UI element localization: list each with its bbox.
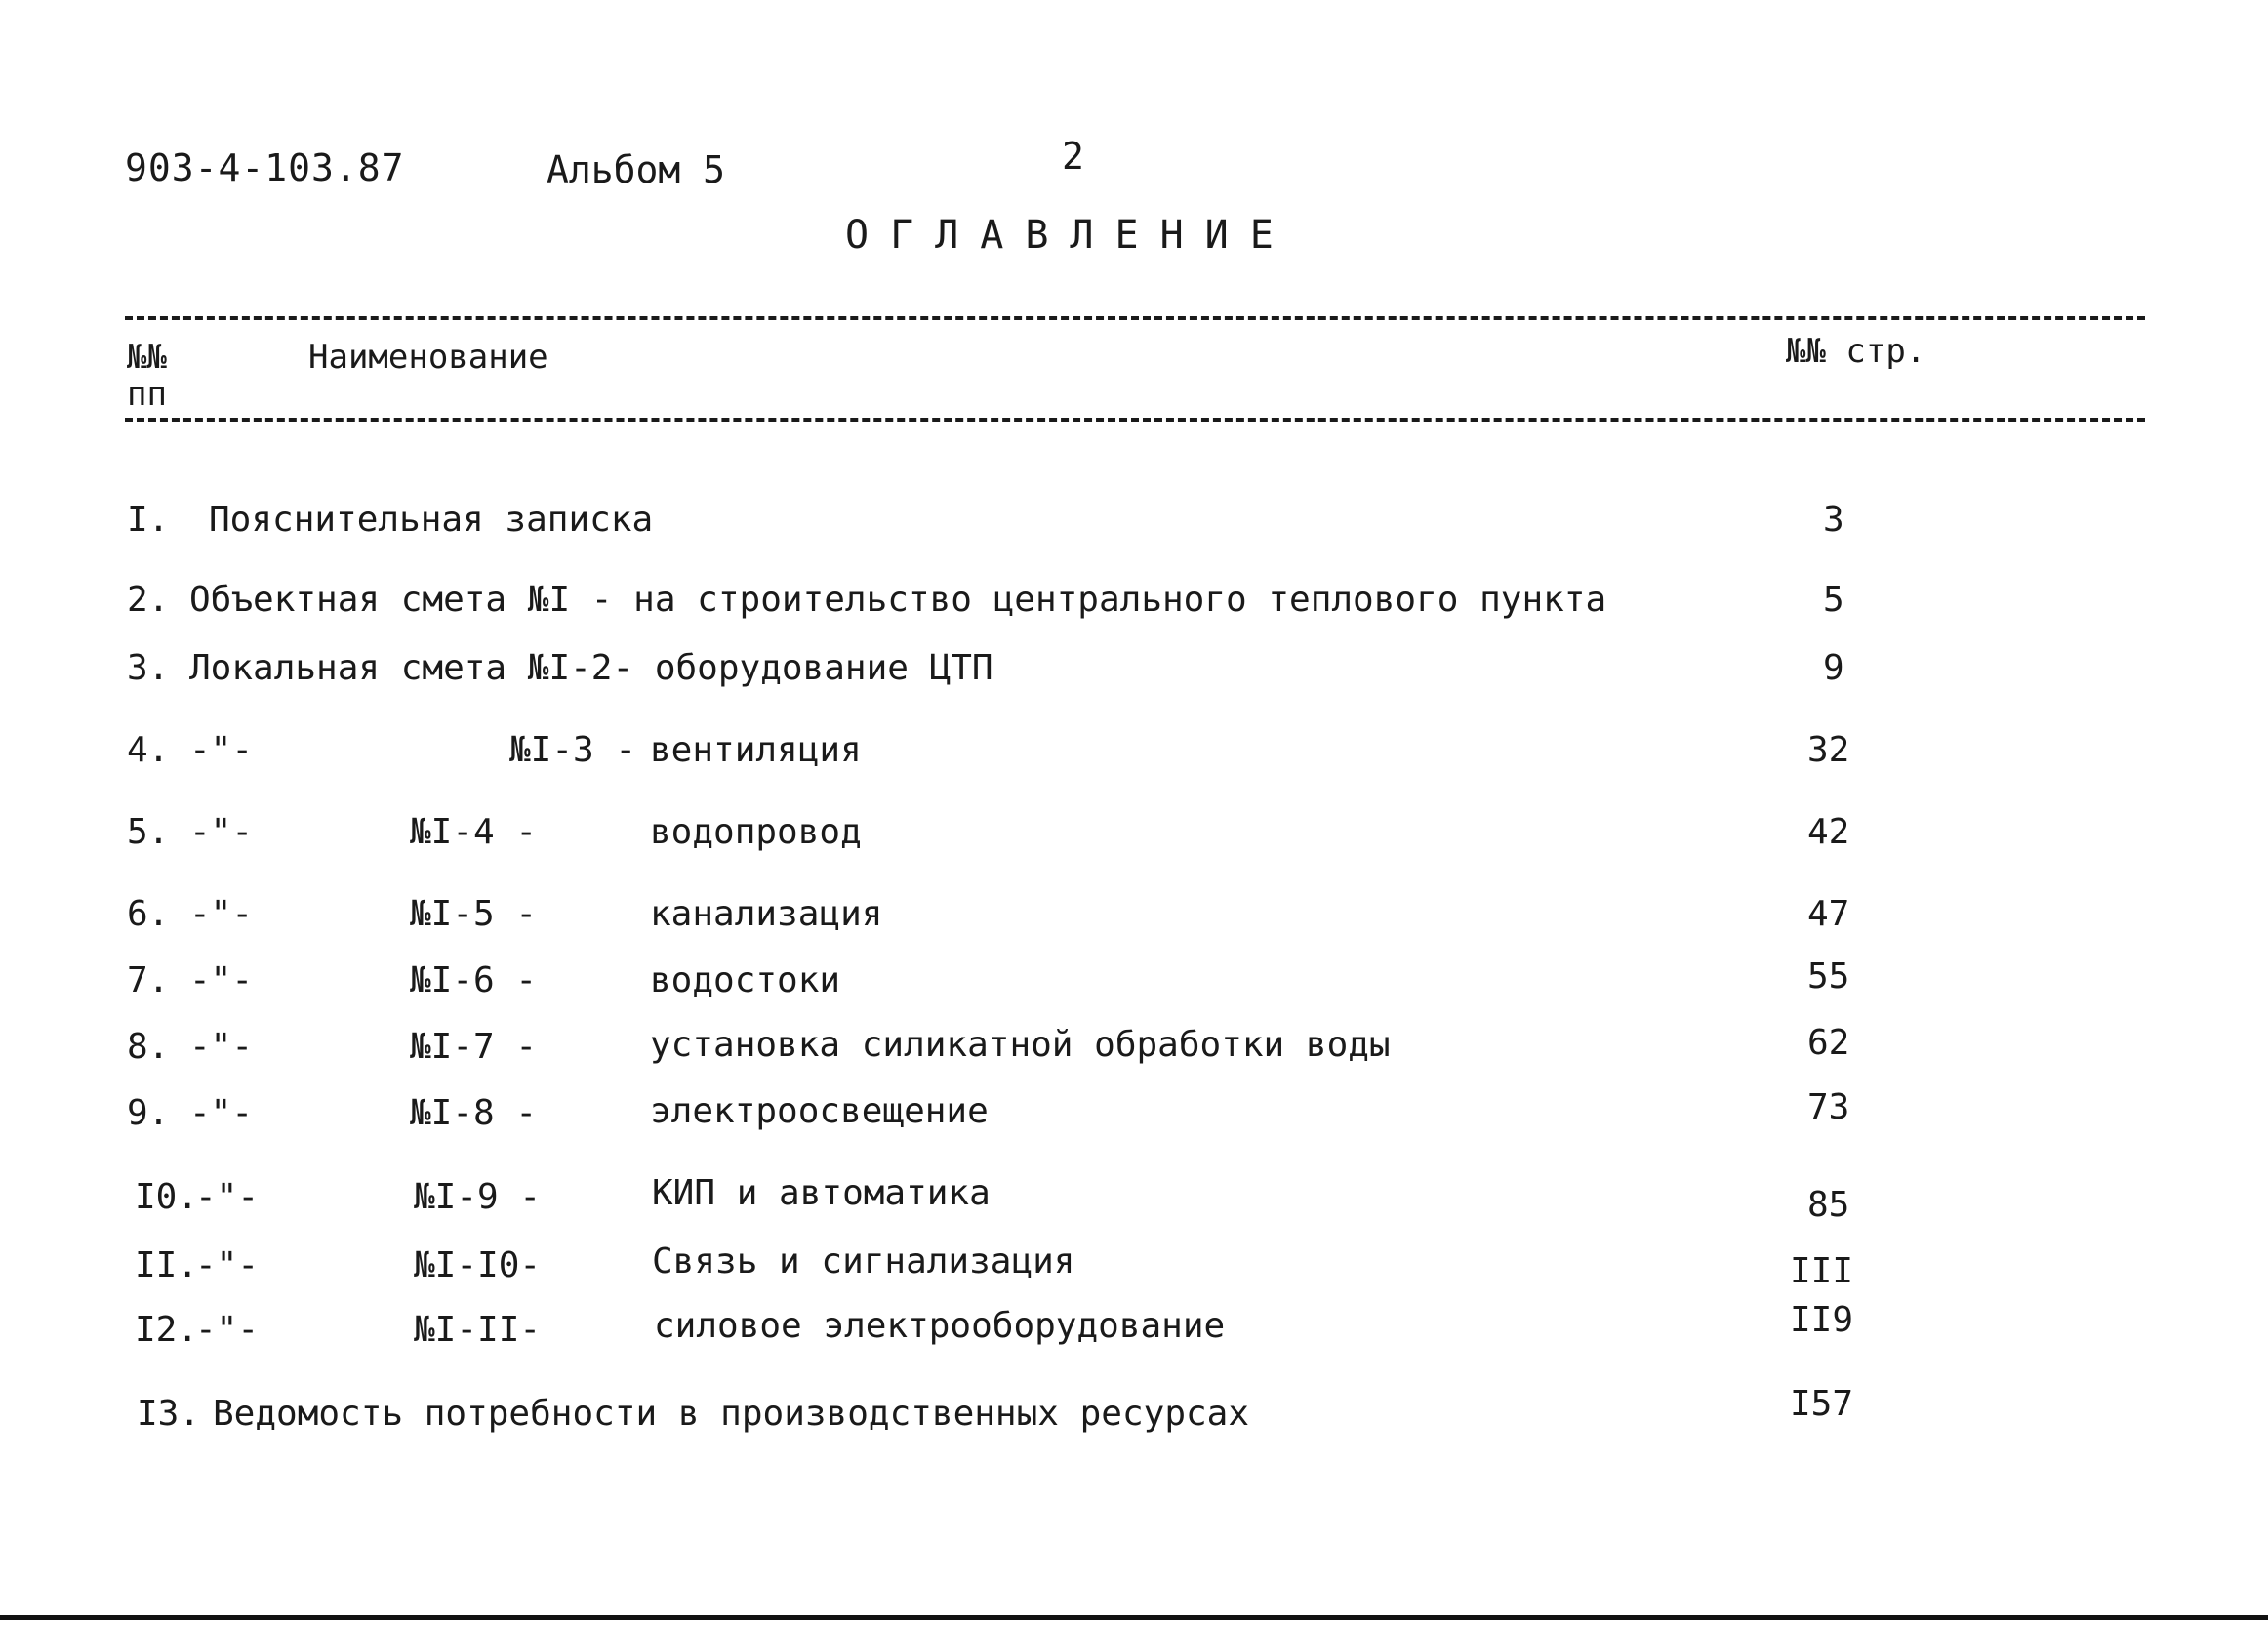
toc-row-text: -"- bbox=[189, 1093, 254, 1133]
toc-row-page: 85 bbox=[1807, 1185, 1850, 1225]
toc-row-code: №I-8 - bbox=[410, 1093, 538, 1133]
toc-row-number: 7. bbox=[127, 960, 170, 1000]
page-bottom-border bbox=[0, 1615, 2268, 1620]
toc-row-number: 4. bbox=[127, 730, 170, 770]
toc-row-number: 6. bbox=[127, 894, 170, 934]
page-number: 2 bbox=[1062, 135, 1084, 178]
column-header-name: Наименование bbox=[308, 338, 548, 377]
toc-row-page: 42 bbox=[1807, 812, 1850, 852]
toc-row-desc: электроосвещение bbox=[650, 1091, 989, 1131]
column-header-number: №№ bbox=[127, 338, 167, 377]
toc-row-text: -"- bbox=[189, 894, 254, 934]
toc-row-page: 55 bbox=[1807, 956, 1850, 997]
toc-row-text: Ведомость потребности в производственных ресурсах bbox=[213, 1394, 1250, 1434]
toc-row-page: 32 bbox=[1807, 730, 1850, 770]
toc-row-number: 3. bbox=[127, 648, 170, 688]
toc-row-page: 5 bbox=[1823, 580, 1844, 620]
toc-row-code: №I-5 - bbox=[410, 894, 538, 934]
toc-row-text: -"- bbox=[195, 1245, 260, 1285]
toc-row-number: II. bbox=[135, 1245, 199, 1285]
toc-row-text: Локальная смета №I-2- оборудование ЦТП bbox=[189, 648, 993, 688]
toc-row-page: 47 bbox=[1807, 894, 1850, 934]
page-title: ОГЛАВЛЕНИЕ bbox=[845, 213, 1295, 258]
toc-row-page: 3 bbox=[1823, 500, 1844, 540]
toc-row-desc: канализация bbox=[650, 894, 883, 934]
toc-row-code: №I-6 - bbox=[410, 960, 538, 1000]
toc-row-text: -"- bbox=[189, 812, 254, 852]
toc-row-page: 62 bbox=[1807, 1023, 1850, 1063]
toc-row-desc: установка силикатной обработки воды bbox=[650, 1025, 1391, 1065]
toc-row-desc: вентиляция bbox=[650, 730, 862, 770]
toc-row-text: -"- bbox=[195, 1177, 260, 1217]
toc-row-number: 8. bbox=[127, 1027, 170, 1067]
album-label: Альбом 5 bbox=[547, 148, 726, 191]
toc-row-text: Пояснительная записка bbox=[209, 500, 654, 540]
toc-row-text: -"- bbox=[189, 1027, 254, 1067]
toc-row-number: I. bbox=[127, 500, 170, 540]
toc-row-number: 5. bbox=[127, 812, 170, 852]
toc-row-code: №I-7 - bbox=[410, 1027, 538, 1067]
toc-row-text: -"- bbox=[195, 1310, 260, 1350]
table-top-rule bbox=[125, 316, 2145, 320]
document-code: 903-4-103.87 bbox=[125, 146, 405, 189]
toc-row-text: -"- bbox=[189, 730, 254, 770]
toc-row-page: 73 bbox=[1807, 1087, 1850, 1127]
toc-row-code: №I-3 - bbox=[509, 730, 637, 770]
toc-row-number: 9. bbox=[127, 1093, 170, 1133]
toc-row-desc: водопровод bbox=[650, 812, 862, 852]
toc-row-number: I2. bbox=[135, 1310, 199, 1350]
toc-row-code: №I-II- bbox=[414, 1310, 542, 1350]
toc-row-number: I3. bbox=[137, 1394, 201, 1434]
toc-row-number: 2. bbox=[127, 580, 170, 620]
toc-row-desc: КИП и автоматика bbox=[652, 1173, 991, 1213]
table-header-rule bbox=[125, 418, 2145, 422]
toc-row-desc: Связь и сигнализация bbox=[652, 1241, 1075, 1282]
toc-row-text: -"- bbox=[189, 960, 254, 1000]
toc-row-page: I57 bbox=[1790, 1384, 1854, 1424]
toc-row-number: I0. bbox=[135, 1177, 199, 1217]
toc-row-desc: силовое электрооборудование bbox=[654, 1306, 1226, 1346]
toc-row-page: II9 bbox=[1790, 1300, 1854, 1340]
column-header-page: №№ стр. bbox=[1786, 332, 1926, 371]
toc-row-code: №I-9 - bbox=[414, 1177, 542, 1217]
toc-row-code: №I-4 - bbox=[410, 812, 538, 852]
toc-row-code: №I-I0- bbox=[414, 1245, 542, 1285]
toc-row-page: III bbox=[1790, 1251, 1854, 1291]
column-header-number-sub: пп bbox=[127, 375, 167, 414]
toc-row-page: 9 bbox=[1823, 648, 1844, 688]
toc-row-desc: водостоки bbox=[650, 960, 841, 1000]
toc-row-text: Объектная смета №I - на строительство центрального теплового пункта bbox=[189, 580, 1607, 620]
